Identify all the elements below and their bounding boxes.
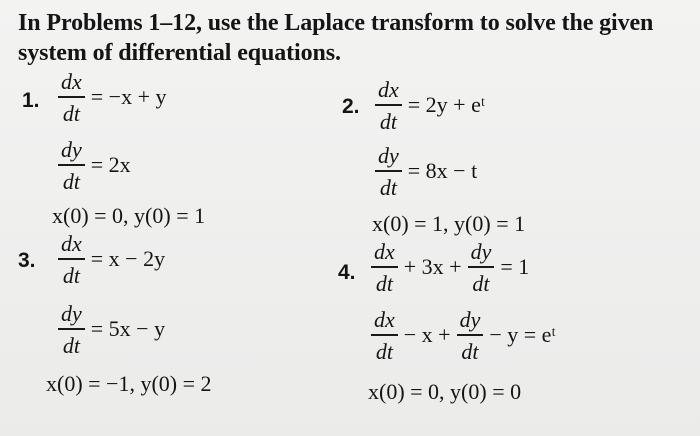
derivative-fraction [375, 78, 402, 133]
derivative-fraction [371, 308, 398, 363]
fraction-denominator: dt [375, 270, 393, 296]
fraction-numerator: dx [378, 77, 399, 102]
problem-3-equation-2 [55, 302, 165, 357]
derivative-fraction [58, 302, 85, 357]
problem-3-number: 3. [18, 249, 36, 272]
fraction-bar [468, 266, 495, 268]
equation-rhs: = 8x − t [407, 158, 478, 184]
derivative-fraction [375, 144, 402, 199]
problem-1-number: 1. [22, 89, 40, 112]
fraction-denominator: dt [472, 270, 490, 296]
instructions-line-2: system of differential equations. [18, 40, 341, 66]
problem-1-initial-conditions: x(0) = 0, y(0) = 1 [52, 203, 206, 228]
fraction-bar [371, 266, 398, 268]
fraction-bar [58, 164, 85, 166]
equation-rhs: = x − 2y [90, 246, 166, 272]
fraction-numerator: dy [61, 301, 82, 326]
instructions-line-1: In Problems 1–12, use the Laplace transform to solve the given [18, 10, 654, 36]
fraction-numerator: dy [61, 137, 82, 162]
problem-2-equation-1 [372, 78, 485, 133]
problem-4-equation-1 [368, 240, 529, 295]
equation-rhs: = 1 [500, 254, 530, 280]
problem-4-initial-conditions: x(0) = 0, y(0) = 0 [368, 379, 522, 404]
fraction-bar [58, 328, 85, 330]
fraction-bar [457, 334, 484, 336]
derivative-fraction [371, 240, 398, 295]
equation-rhs: = −x + y [90, 84, 167, 110]
derivative-fraction [457, 308, 484, 363]
problem-3-initial-conditions: x(0) = −1, y(0) = 2 [46, 371, 212, 396]
fraction-denominator: dt [62, 332, 80, 358]
fraction-denominator: dt [375, 338, 393, 364]
fraction-denominator: dt [62, 168, 80, 194]
fraction-numerator: dx [374, 239, 395, 264]
fraction-numerator: dx [374, 307, 395, 332]
fraction-bar [58, 96, 85, 98]
equation-rhs: = 2y + eᵗ [407, 92, 486, 118]
fraction-numerator: dy [470, 239, 492, 264]
fraction-denominator: dt [62, 100, 80, 126]
fraction-numerator: dx [61, 231, 82, 256]
fraction-denominator: dt [461, 338, 479, 364]
fraction-numerator: dy [378, 143, 399, 168]
derivative-fraction [58, 138, 85, 193]
problem-instructions [18, 8, 688, 68]
problem-2-equation-2 [372, 144, 477, 199]
problem-4-equation-2 [368, 308, 556, 363]
problem-3-equation-1 [55, 232, 165, 287]
problem-2-initial-conditions: x(0) = 1, y(0) = 1 [372, 211, 526, 236]
equation-middle-terms: − x + [403, 322, 451, 348]
equation-middle-terms: + 3x + [403, 254, 462, 280]
equation-rhs: = 2x [90, 152, 131, 178]
equation-rhs: − y = eᵗ [489, 322, 556, 348]
fraction-numerator: dx [61, 69, 82, 94]
fraction-bar [375, 104, 402, 106]
fraction-denominator: dt [379, 174, 397, 200]
fraction-denominator: dt [62, 262, 80, 288]
derivative-fraction [58, 232, 85, 287]
problem-2-number: 2. [342, 95, 360, 118]
fraction-bar [58, 258, 85, 260]
derivative-fraction [468, 240, 495, 295]
fraction-numerator: dy [459, 307, 481, 332]
derivative-fraction [58, 70, 85, 125]
problem-1-equation-1 [55, 70, 167, 125]
fraction-denominator: dt [379, 108, 397, 134]
problem-1-equation-2 [55, 138, 131, 193]
equation-rhs: = 5x − y [90, 316, 166, 342]
fraction-bar [371, 334, 398, 336]
problem-4-number: 4. [338, 261, 356, 284]
fraction-bar [375, 170, 402, 172]
